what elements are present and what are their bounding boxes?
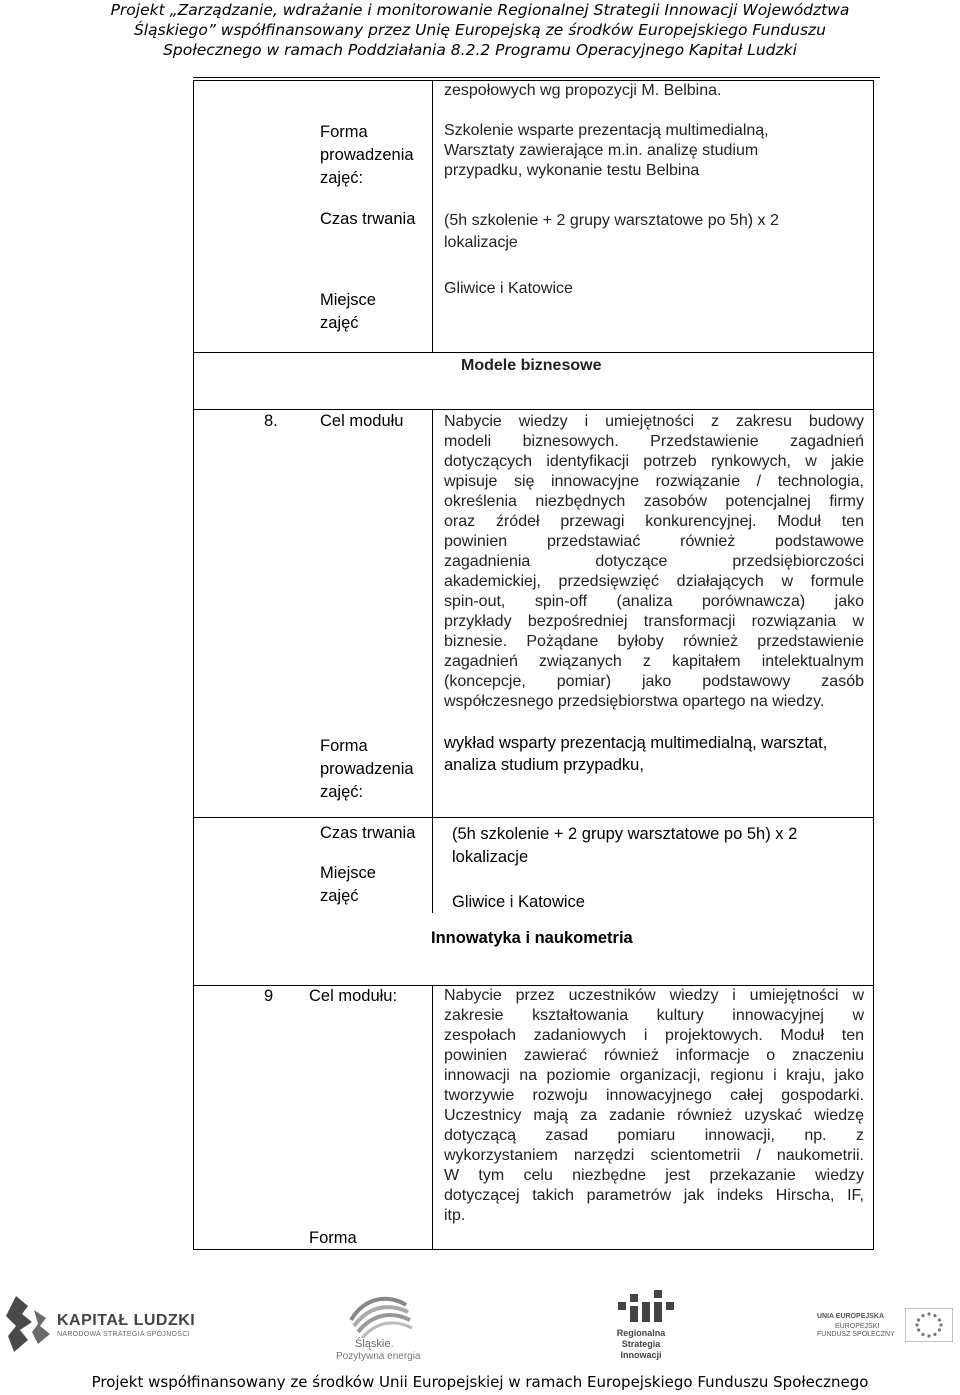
czas-text-line: (5h szkolenie + 2 grupy warsztatowe po 5h) x 2 xyxy=(452,825,798,843)
module9-number: 9 xyxy=(264,987,274,1005)
m9-mid-border xyxy=(432,985,433,1250)
m8-forma-bottom-right xyxy=(432,817,874,818)
slaskie-name: Śląskie. xyxy=(355,1338,394,1350)
slaskie-swirl-icon xyxy=(346,1290,416,1338)
band-left-1 xyxy=(193,352,194,410)
eu-flag-icon xyxy=(905,1308,953,1342)
belbina-tail: zespołowych wg propozycji M. Belbina. xyxy=(444,82,722,99)
forma-text-line: Szkolenie wsparte prezentacją multimedialną, xyxy=(444,122,769,139)
cel-line: wpisuje się innowacyjne rozwiązanie / technologia, xyxy=(444,473,864,490)
cel-line: innowacji na poziomie organizacji, regionu i kraju, jako xyxy=(444,1067,864,1084)
forma-label-line: zajęć: xyxy=(320,783,364,801)
table-left-border-upper xyxy=(193,80,194,353)
ue-line3: FUNDUSZ SPOŁECZNY xyxy=(817,1331,895,1338)
forma-label-line: Forma xyxy=(320,123,368,141)
ue-line2: EUROPEJSKI xyxy=(835,1323,880,1330)
ue-line1: UNIA EUROPEJSKA xyxy=(817,1313,885,1320)
czas-label-top: Czas trwania xyxy=(320,210,416,228)
cel-line: dotyczących identyfikacji potrzeb rynkowych, w jakie xyxy=(444,453,864,470)
m8-mid-border xyxy=(432,409,433,818)
miejsce-label-line: Miejsce xyxy=(320,864,376,882)
table-mid-border-upper xyxy=(432,80,433,353)
cel-line: W tym celu niezbędne jest przekazanie wiedzy xyxy=(444,1167,864,1184)
cel-line: akademickiej, przedsięwzięć działających w formule xyxy=(444,573,864,590)
m8-left-border xyxy=(193,409,194,913)
czas-text-line: (5h szkolenie + 2 grupy warsztatowe po 5h) x 2 xyxy=(444,212,779,229)
rsi-line: Strategia xyxy=(621,1339,661,1349)
kapital-ludzki-name: KAPITAŁ LUDZKI xyxy=(57,1312,196,1329)
cel-line: modeli biznesowych. Przedstawienie zagadnień xyxy=(444,433,864,450)
m8-forma-bottom xyxy=(193,817,433,818)
cel-line: powinien zawierać również informacje o znaczeniu xyxy=(444,1047,864,1064)
header-line-2: Śląskiego” współfinansowany przez Unię Europejską ze środków Europejskiego Funduszu xyxy=(133,21,827,39)
module8-cel-text xyxy=(444,412,864,712)
cel-line: Uczestnicy mają za zadanie również uzyskać wiedzę xyxy=(444,1107,864,1124)
forma-text-line: wykład wsparty prezentacją multimedialną, warsztat, xyxy=(444,734,828,752)
cel-line: biznesie. Pożądane byłoby również przedstawienie xyxy=(444,633,864,650)
cel-line: współczesnego przedsiębiorstwa opartego na wiedzy. xyxy=(444,693,825,710)
miejsce-label-line: zajęć xyxy=(320,314,359,332)
module9-cel-label: Cel modułu: xyxy=(309,987,398,1005)
cel-line: Nabycie wiedzy i umiejętności z zakresu budowy xyxy=(444,413,864,430)
band-left-2b xyxy=(193,912,194,986)
cel-line: dotyczącej takich parametrów jak indeks Hirscha, IF, xyxy=(444,1187,864,1204)
footer-text: Projekt współfinansowany ze środków Unii Europejskiej w ramach Europejskiego Funduszu Społecznego xyxy=(91,1373,869,1391)
forma-label-line: zajęć: xyxy=(320,169,364,187)
rsi-line: Innowacji xyxy=(620,1350,662,1360)
cel-line: przykłady bezpośredniej transformacji rozwiązania w xyxy=(444,613,864,630)
miejsce-label-line: Miejsce xyxy=(320,291,376,309)
miejsce-text-top: Gliwice i Katowice xyxy=(444,280,573,297)
m9-right-border xyxy=(873,985,874,1250)
module9-title: Innowatyka i naukometria xyxy=(431,929,633,947)
cel-line: zakresie kształtowania kultury innowacyjnej w xyxy=(444,1007,864,1024)
cel-line: określenia niezbędnych zasobów potencjalnej firmy xyxy=(444,493,864,510)
cel-line: zagadnienia dotyczące przedsiębiorczości xyxy=(444,553,864,570)
forma-text-line: przypadku, wykonanie testu Belbina xyxy=(444,162,700,179)
slaskie-sub: Pozytywna energia xyxy=(336,1351,421,1362)
module8-miejsce-label xyxy=(320,862,376,908)
cel-line: spin-out, spin-off (analiza porównawcza) jako xyxy=(444,593,864,610)
module8-miejsce-text: Gliwice i Katowice xyxy=(452,893,585,911)
forma-label-line: Forma xyxy=(320,737,368,755)
m9-left-border xyxy=(193,985,194,1250)
cel-line: zespołach zadaniowych i projektowych. Moduł ten xyxy=(444,1027,864,1044)
forma-text-top xyxy=(444,121,769,181)
module8-forma-label xyxy=(320,735,414,804)
header-line-1: Projekt „Zarządzanie, wdrażanie i monitorowanie Regionalnej Strategii Innowacji Województwa xyxy=(110,1,850,19)
forma-label-line: prowadzenia xyxy=(320,760,414,778)
cel-line: itp. xyxy=(444,1207,466,1224)
m8-mid-border-lower xyxy=(432,818,433,913)
rsi-blocks-icon xyxy=(608,1288,678,1324)
table-divider-1 xyxy=(193,352,874,353)
table-right-border-upper xyxy=(873,80,874,353)
miejsce-label-top xyxy=(320,289,376,335)
cel-line: zagadnień związanych z kapitałem intelektualnym xyxy=(444,653,864,670)
czas-text-line: lokalizacje xyxy=(444,234,518,251)
cel-line: (koncepcje, pomiar) jako podstawowy zasób xyxy=(444,673,864,690)
cel-line: dotyczącą zasad pomiaru innowacji, np. z xyxy=(444,1127,864,1144)
m8-right-border xyxy=(873,409,874,913)
rsi-line: Regionalna xyxy=(616,1328,666,1338)
cel-line: oraz źródeł przewagi konkurencyjnej. Moduł ten xyxy=(444,513,864,530)
czas-text-line: lokalizacje xyxy=(452,848,529,866)
page-header xyxy=(0,0,960,60)
miejsce-label-line: zajęć xyxy=(320,887,359,905)
forma-label-line: prowadzenia xyxy=(320,146,414,164)
module9-forma-label: Forma xyxy=(309,1229,357,1247)
module9-cel-text xyxy=(444,986,864,1226)
module8-title: Modele biznesowe xyxy=(461,357,602,374)
module8-cel-label: Cel modułu xyxy=(320,412,404,430)
module8-czas-text xyxy=(452,823,797,869)
kapital-ludzki-emblem-icon xyxy=(6,1296,50,1352)
rsi-text xyxy=(596,1328,686,1361)
cel-line: powinien przedstawiać również podstawowe xyxy=(444,533,864,550)
cel-line: wykorzystaniem narzędzi scientometrii / naukometrii. xyxy=(444,1147,864,1164)
header-rule xyxy=(193,77,880,78)
cel-line: Nabycie przez uczestników wiedzy i umiejętności w xyxy=(444,987,864,1004)
module8-number: 8. xyxy=(264,412,278,430)
forma-text-line: Warsztaty zawierające m.in. analizę studium xyxy=(444,142,759,159)
czas-text-top xyxy=(444,210,779,254)
band-right-1 xyxy=(873,352,874,410)
kapital-ludzki-sub: NARODOWA STRATEGIA SPÓJNOŚCI xyxy=(57,1331,190,1338)
band-right-2 xyxy=(873,912,874,986)
cel-line: tworzywie rozwoju innowacyjnego całej gospodarki. xyxy=(444,1087,864,1104)
forma-label-top xyxy=(320,121,414,190)
module8-czas-label: Czas trwania xyxy=(320,824,416,842)
forma-text-line: analiza studium przypadku, xyxy=(444,756,644,774)
table-divider-2 xyxy=(193,409,874,410)
header-line-3: Społecznego w ramach Poddziałania 8.2.2 Programu Operacyjnego Kapitał Ludzki xyxy=(163,41,797,59)
module8-forma-text xyxy=(444,732,827,776)
table-bottom-border xyxy=(193,1249,874,1250)
